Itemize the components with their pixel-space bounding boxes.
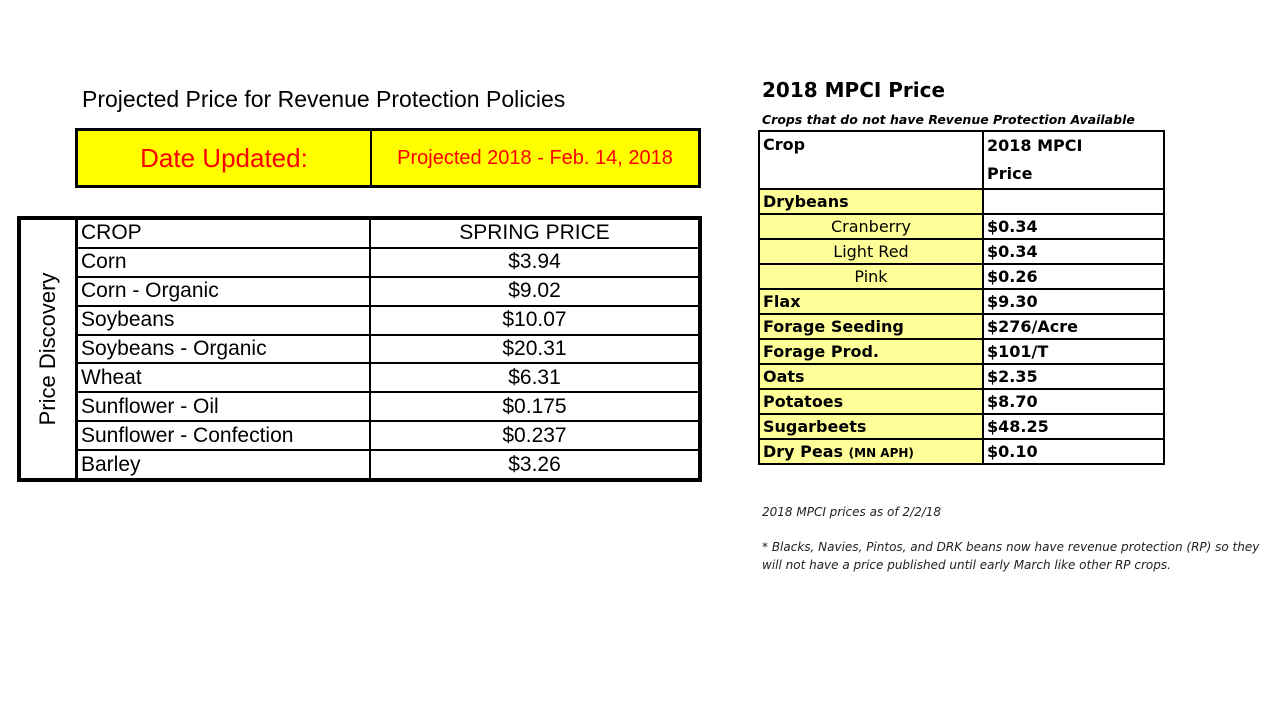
header-spring-price: SPRING PRICE xyxy=(459,221,610,245)
crop-price: $8.70 xyxy=(983,389,1164,414)
table-row xyxy=(759,239,1164,264)
crop-price-list xyxy=(78,220,698,478)
crop-price: $3.26 xyxy=(508,452,561,476)
crop-price: $276/Acre xyxy=(983,314,1164,339)
mpci-header-crop: Crop xyxy=(759,131,983,189)
crop-price xyxy=(983,189,1164,214)
table-row xyxy=(759,364,1164,389)
crop-name: Corn xyxy=(78,249,371,276)
table-row xyxy=(759,264,1164,289)
table-row xyxy=(78,278,698,307)
dry-peas-note: (MN APH) xyxy=(848,446,914,460)
crop-name: Barley xyxy=(78,451,371,478)
table-row xyxy=(759,214,1164,239)
table-row xyxy=(759,289,1164,314)
crop-price: $3.94 xyxy=(508,250,561,274)
crop-name: Forage Seeding xyxy=(759,314,983,339)
table-row xyxy=(759,389,1164,414)
crop-price: $0.34 xyxy=(983,214,1164,239)
table-row xyxy=(78,393,698,422)
crop-price: $101/T xyxy=(983,339,1164,364)
crop-name: Sunflower - Confection xyxy=(78,422,371,449)
table-row xyxy=(759,189,1164,214)
crop-name: Pink xyxy=(759,264,983,289)
crop-price: $10.07 xyxy=(502,308,567,332)
table-row xyxy=(78,307,698,336)
crop-price: $0.10 xyxy=(983,439,1164,464)
crop-name: Light Red xyxy=(759,239,983,264)
table-row xyxy=(78,336,698,365)
crop-name: Potatoes xyxy=(759,389,983,414)
crop-price: $0.26 xyxy=(983,264,1164,289)
table-row xyxy=(759,339,1164,364)
crop-price: $20.31 xyxy=(502,337,567,360)
crop-price: $48.25 xyxy=(983,414,1164,439)
mpci-header-price-line1: 2018 MPCI xyxy=(987,136,1083,155)
price-discovery-text: Price Discovery xyxy=(35,272,60,426)
date-updated-box xyxy=(75,128,701,188)
crop-name: Forage Prod. xyxy=(759,339,983,364)
crop-price: $0.34 xyxy=(983,239,1164,264)
crop-name xyxy=(759,439,983,464)
crop-name: Corn - Organic xyxy=(78,278,371,305)
table-header-row xyxy=(78,220,698,249)
rp-title: Projected Price for Revenue Protection Policies xyxy=(82,86,566,112)
spring-price-table xyxy=(17,216,702,482)
table-row xyxy=(78,364,698,393)
mpci-price-table xyxy=(758,130,1165,465)
mpci-title: 2018 MPCI Price xyxy=(762,78,946,102)
crop-name: Soybeans xyxy=(78,307,371,334)
mpci-header-price-line2: Price xyxy=(987,164,1033,183)
table-row xyxy=(78,451,698,478)
crop-price: $9.02 xyxy=(508,279,561,303)
crop-name: Sunflower - Oil xyxy=(78,393,371,420)
table-row xyxy=(78,249,698,278)
price-discovery-label xyxy=(21,220,78,478)
table-row xyxy=(759,414,1164,439)
header-crop: CROP xyxy=(78,220,371,247)
crop-price: $0.237 xyxy=(502,423,567,447)
crop-price: $2.35 xyxy=(983,364,1164,389)
crop-price: $9.30 xyxy=(983,289,1164,314)
crop-name: Wheat xyxy=(78,364,371,391)
table-row xyxy=(759,314,1164,339)
date-updated-value: Projected 2018 - Feb. 14, 2018 xyxy=(397,146,673,169)
crop-name: Soybeans - Organic xyxy=(78,336,371,363)
prices-as-of-note: 2018 MPCI prices as of 2/2/18 xyxy=(762,505,942,519)
mpci-header-row xyxy=(759,131,1164,189)
mpci-header-price xyxy=(983,131,1164,189)
footnote: * Blacks, Navies, Pintos, and DRK beans now have revenue protection (RP) so they will not have a price published until early March like other RP crops. xyxy=(762,540,1260,572)
crop-name: Cranberry xyxy=(759,214,983,239)
crop-name: Drybeans xyxy=(759,189,983,214)
crop-name: Sugarbeets xyxy=(759,414,983,439)
dry-peas-label: Dry Peas xyxy=(763,442,844,461)
date-updated-label: Date Updated: xyxy=(78,131,372,185)
crop-price: $0.175 xyxy=(502,394,567,418)
crop-price: $6.31 xyxy=(508,365,561,389)
table-row xyxy=(759,439,1164,464)
crop-name: Oats xyxy=(759,364,983,389)
table-row xyxy=(78,422,698,451)
crop-name: Flax xyxy=(759,289,983,314)
mpci-subtitle: Crops that do not have Revenue Protection Available xyxy=(762,112,1135,127)
